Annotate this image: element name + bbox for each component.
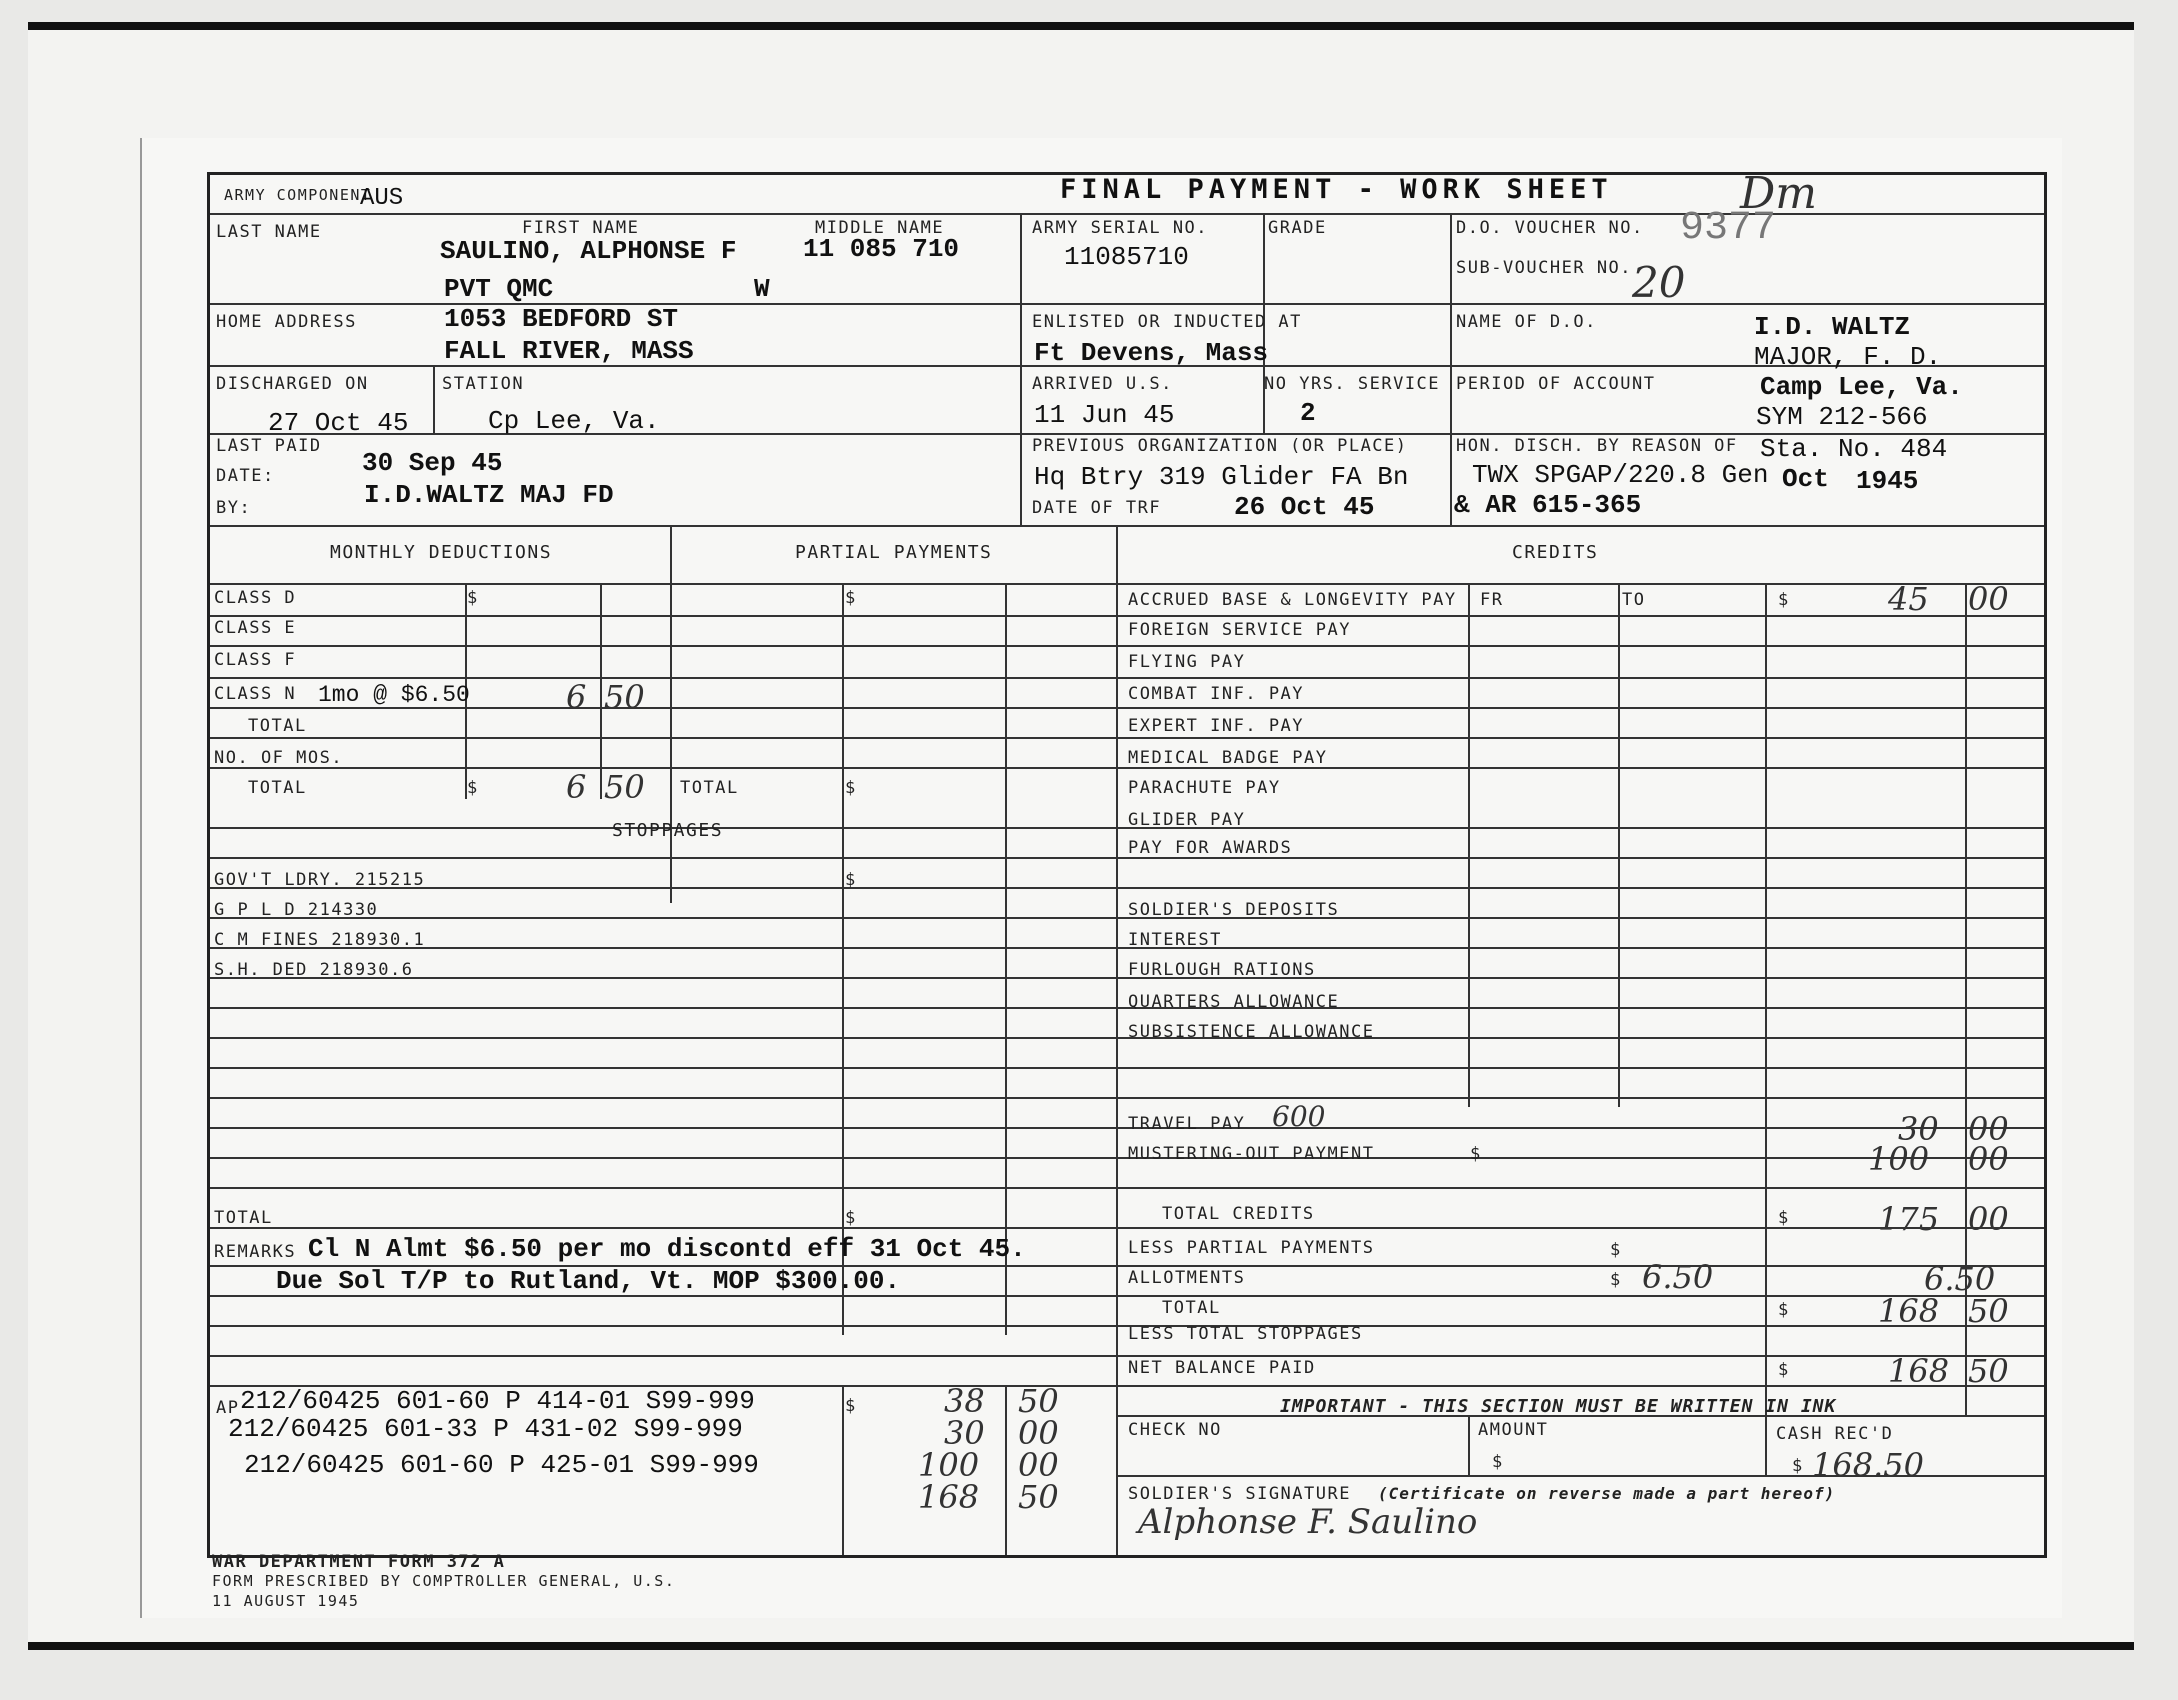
dollar-sign: $: [845, 778, 857, 798]
no-of-mos-label: NO. OF MOS.: [214, 748, 344, 768]
appropriation-dollars: 38: [944, 1382, 985, 1420]
sub-voucher-label: SUB-VOUCHER NO.: [1456, 258, 1633, 278]
dollar-sign: $: [1610, 1270, 1622, 1290]
stoppage-item: C M FINES 218930.1: [214, 930, 426, 950]
yrs-service-value: 2: [1300, 398, 1316, 428]
last-paid-date: 30 Sep 45: [362, 448, 503, 478]
credit-item: EXPERT INF. PAY: [1128, 716, 1305, 736]
check-no-label: CHECK NO: [1128, 1420, 1222, 1440]
sym-value: SYM 212-566: [1756, 402, 1928, 432]
date-of-trf-label: DATE OF TRF: [1032, 498, 1162, 518]
sta-value: Sta. No. 484: [1760, 434, 1948, 464]
signature-label: SOLDIER'S SIGNATURE: [1128, 1484, 1351, 1504]
dollar-sign: $: [1492, 1452, 1504, 1472]
appropriation-cents: 50: [1018, 1382, 1059, 1420]
last-name-label: LAST NAME: [216, 222, 322, 242]
appropriation-line: 212/60425 601-33 P 431-02 S99-999: [228, 1414, 743, 1444]
cash-recd-value: 168.50: [1812, 1446, 1924, 1484]
stoppage-item: GOV'T LDRY. 215215: [214, 870, 426, 890]
footer-form-number: WAR DEPARTMENT FORM 372 A: [212, 1552, 506, 1572]
last-paid-label: LAST PAID: [216, 436, 322, 456]
class-d-label: CLASS D: [214, 588, 297, 608]
dollar-sign: $: [1610, 1240, 1622, 1260]
remarks-label: REMARKS: [214, 1242, 297, 1262]
accrued-cents: 00: [1968, 580, 2009, 618]
appropriation-total-cents: 50: [1018, 1478, 1059, 1516]
home-address-line1: 1053 BEDFORD ST: [444, 304, 679, 334]
dollar-sign: $: [467, 778, 479, 798]
credit-item: SUBSISTENCE ALLOWANCE: [1128, 1022, 1375, 1042]
dollar-sign: $: [467, 588, 479, 608]
appropriation-total-dollars: 168: [918, 1478, 980, 1516]
army-component-value: AUS: [360, 185, 404, 212]
camp-value: Camp Lee, Va.: [1760, 372, 1963, 402]
class-e-label: CLASS E: [214, 618, 297, 638]
serial-inline: 11 085 710: [803, 234, 960, 264]
dollar-sign: $: [1778, 590, 1790, 610]
last-paid-by: I.D.WALTZ MAJ FD: [364, 480, 614, 510]
appropriation-dollars: 100: [918, 1446, 980, 1484]
dollar-sign: $: [1470, 1144, 1482, 1164]
mustering-cents: 00: [1968, 1140, 2009, 1178]
credit-item: COMBAT INF. PAY: [1128, 684, 1305, 704]
monthly-deductions-header: MONTHLY DEDUCTIONS: [330, 542, 553, 563]
deductions-total2-label: TOTAL: [248, 778, 307, 798]
stoppages-header: STOPPAGES: [612, 820, 724, 841]
arrived-label: ARRIVED U.S.: [1032, 374, 1173, 394]
appropriation-line: 212/60425 601-60 P 425-01 S99-999: [244, 1450, 759, 1480]
soldier-signature: Alphonse F. Saulino: [1138, 1502, 1478, 1542]
enlisted-label: ENLISTED OR INDUCTED AT: [1032, 312, 1302, 332]
sub-voucher-value: 20: [1632, 258, 1686, 307]
army-serial-label: ARMY SERIAL NO.: [1032, 218, 1209, 238]
credits-total-dollars: 168: [1878, 1292, 1940, 1330]
mustering-label: MUSTERING-OUT PAYMENT: [1128, 1144, 1375, 1164]
hon-disch-line1: TWX SPGAP/220.8 Gen: [1472, 460, 1769, 490]
net-dollars: 168: [1888, 1352, 1950, 1390]
less-stoppages-label: LESS TOTAL STOPPAGES: [1128, 1324, 1363, 1344]
army-component-label: ARMY COMPONENT: [224, 186, 372, 204]
allotments-mid: 6.50: [1642, 1258, 1714, 1296]
stoppage-item: S.H. DED 218930.6: [214, 960, 414, 980]
hon-disch-year: 1945: [1856, 466, 1919, 496]
dollar-sign: $: [845, 870, 857, 890]
credit-item: ACCRUED BASE & LONGEVITY PAY: [1128, 590, 1457, 610]
do-name-line2: MAJOR, F. D.: [1754, 342, 1942, 372]
arrived-value: 11 Jun 45: [1034, 400, 1175, 430]
appropriations-label: AP: [216, 1398, 240, 1418]
date-of-trf-value: 26 Oct 45: [1234, 492, 1375, 522]
net-balance-label: NET BALANCE PAID: [1128, 1358, 1316, 1378]
deductions-total-label: TOTAL: [248, 716, 307, 736]
credits-header: CREDITS: [1512, 542, 1599, 563]
credit-item: MEDICAL BADGE PAY: [1128, 748, 1328, 768]
footer-prescribed: FORM PRESCRIBED BY COMPTROLLER GENERAL, U.S.: [212, 1572, 676, 1590]
prev-org-value: Hq Btry 319 Glider FA Bn: [1034, 462, 1409, 492]
mustering-dollars: 100: [1868, 1140, 1930, 1178]
name-of-do-label: NAME OF D.O.: [1456, 312, 1597, 332]
army-serial-value: 11085710: [1064, 242, 1189, 272]
credit-item: FOREIGN SERVICE PAY: [1128, 620, 1351, 640]
allotments-label: ALLOTMENTS: [1128, 1268, 1246, 1288]
dollar-sign: $: [845, 588, 857, 608]
total-credits-cents: 00: [1968, 1200, 2009, 1238]
middle-name-label: MIDDLE NAME: [815, 218, 945, 238]
credit-item: PAY FOR AWARDS: [1128, 838, 1293, 858]
fr-label: FR: [1480, 590, 1504, 610]
hon-disch-label: HON. DISCH. BY REASON OF: [1456, 436, 1738, 456]
stoppages-total-label: TOTAL: [214, 1208, 273, 1228]
total-credits-dollars: 175: [1878, 1200, 1940, 1238]
remarks-line1: Cl N Almt $6.50 per mo discontd eff 31 Oct 45.: [308, 1234, 1026, 1264]
amount-label: AMOUNT: [1478, 1420, 1549, 1440]
form-title: FINAL PAYMENT - WORK SHEET: [1060, 174, 1613, 205]
certificate-note: (Certificate on reverse made a part hereof): [1378, 1484, 1836, 1503]
discharged-value: 27 Oct 45: [268, 408, 409, 438]
class-n-label: CLASS N: [214, 684, 297, 704]
credit-item: FLYING PAY: [1128, 652, 1246, 672]
credits-total-cents: 50: [1968, 1292, 2009, 1330]
stoppage-item: G P L D 214330: [214, 900, 379, 920]
travel-pay-label: TRAVEL PAY: [1128, 1114, 1246, 1134]
cash-recd-label: CASH REC'D: [1776, 1424, 1894, 1444]
do-voucher-value: 9377: [1680, 206, 1777, 251]
dollar-sign: $: [1792, 1456, 1804, 1476]
class-n-dollars: 6: [566, 678, 587, 716]
dollar-sign: $: [845, 1396, 857, 1416]
do-voucher-label: D.O. VOUCHER NO.: [1456, 218, 1644, 238]
first-name-label: FIRST NAME: [522, 218, 640, 238]
period-label: PERIOD OF ACCOUNT: [1456, 374, 1656, 394]
remarks-line2: Due Sol T/P to Rutland, Vt. MOP $300.00.: [276, 1266, 901, 1296]
prev-org-label: PREVIOUS ORGANIZATION (OR PLACE): [1032, 436, 1408, 456]
total-credits-label: TOTAL CREDITS: [1162, 1204, 1315, 1224]
travel-dollars: 30: [1898, 1110, 1939, 1148]
allotments-right: 6.50: [1924, 1260, 1996, 1298]
class-n-detail: 1mo @ $6.50: [318, 682, 470, 708]
dollar-sign: $: [1778, 1300, 1790, 1320]
dollar-sign: $: [1778, 1208, 1790, 1228]
credit-item: PARACHUTE PAY: [1128, 778, 1281, 798]
by-label: BY:: [216, 498, 252, 518]
dollar-sign: $: [1778, 1360, 1790, 1380]
appropriation-cents: 00: [1018, 1446, 1059, 1484]
home-address-label: HOME ADDRESS: [216, 312, 357, 332]
credit-item: QUARTERS ALLOWANCE: [1128, 992, 1340, 1012]
rank-unit: PVT QMC: [444, 274, 554, 304]
credit-item: SOLDIER'S DEPOSITS: [1128, 900, 1340, 920]
net-cents: 50: [1968, 1352, 2009, 1390]
travel-miles: 600: [1272, 1100, 1326, 1133]
initials: Dm: [1740, 168, 1817, 219]
enlisted-value: Ft Devens, Mass: [1034, 338, 1269, 368]
appropriation-dollars: 30: [944, 1414, 985, 1452]
station-label: STATION: [442, 374, 525, 394]
accrued-dollars: 45: [1888, 580, 1929, 618]
footer-date: 11 AUGUST 1945: [212, 1592, 360, 1610]
discharged-label: DISCHARGED ON: [216, 374, 369, 394]
appropriation-line: 212/60425 601-60 P 414-01 S99-999: [240, 1386, 755, 1416]
class-n-cents: 50: [604, 678, 645, 716]
partial-total-label: TOTAL: [680, 778, 739, 798]
yrs-service-label: NO YRS. SERVICE: [1264, 374, 1441, 394]
credits-total-label: TOTAL: [1162, 1298, 1221, 1318]
deductions-total2-dollars: 6: [566, 768, 587, 806]
class-f-label: CLASS F: [214, 650, 297, 670]
hon-disch-line2: & AR 615-365: [1454, 490, 1642, 520]
dollar-sign: $: [845, 1208, 857, 1228]
appropriation-cents: 00: [1018, 1414, 1059, 1452]
important-note: IMPORTANT - THIS SECTION MUST BE WRITTEN IN INK: [1280, 1396, 1837, 1417]
travel-cents: 00: [1968, 1110, 2009, 1148]
partial-payments-header: PARTIAL PAYMENTS: [795, 542, 993, 563]
name-value: SAULINO, ALPHONSE F: [440, 236, 737, 266]
do-name-line1: I.D. WALTZ: [1754, 312, 1911, 342]
credit-item: GLIDER PAY: [1128, 810, 1246, 830]
station-value: Cp Lee, Va.: [488, 406, 660, 436]
home-address-line2: FALL RIVER, MASS: [444, 336, 694, 366]
credit-item: FURLOUGH RATIONS: [1128, 960, 1316, 980]
date-label: DATE:: [216, 466, 275, 486]
less-partial-label: LESS PARTIAL PAYMENTS: [1128, 1238, 1375, 1258]
to-label: TO: [1622, 590, 1646, 610]
hon-disch-month: Oct: [1782, 464, 1829, 494]
grade-label: GRADE: [1268, 218, 1327, 238]
deductions-total2-cents: 50: [604, 768, 645, 806]
rank-mark: W: [754, 274, 770, 304]
credit-item: INTEREST: [1128, 930, 1222, 950]
